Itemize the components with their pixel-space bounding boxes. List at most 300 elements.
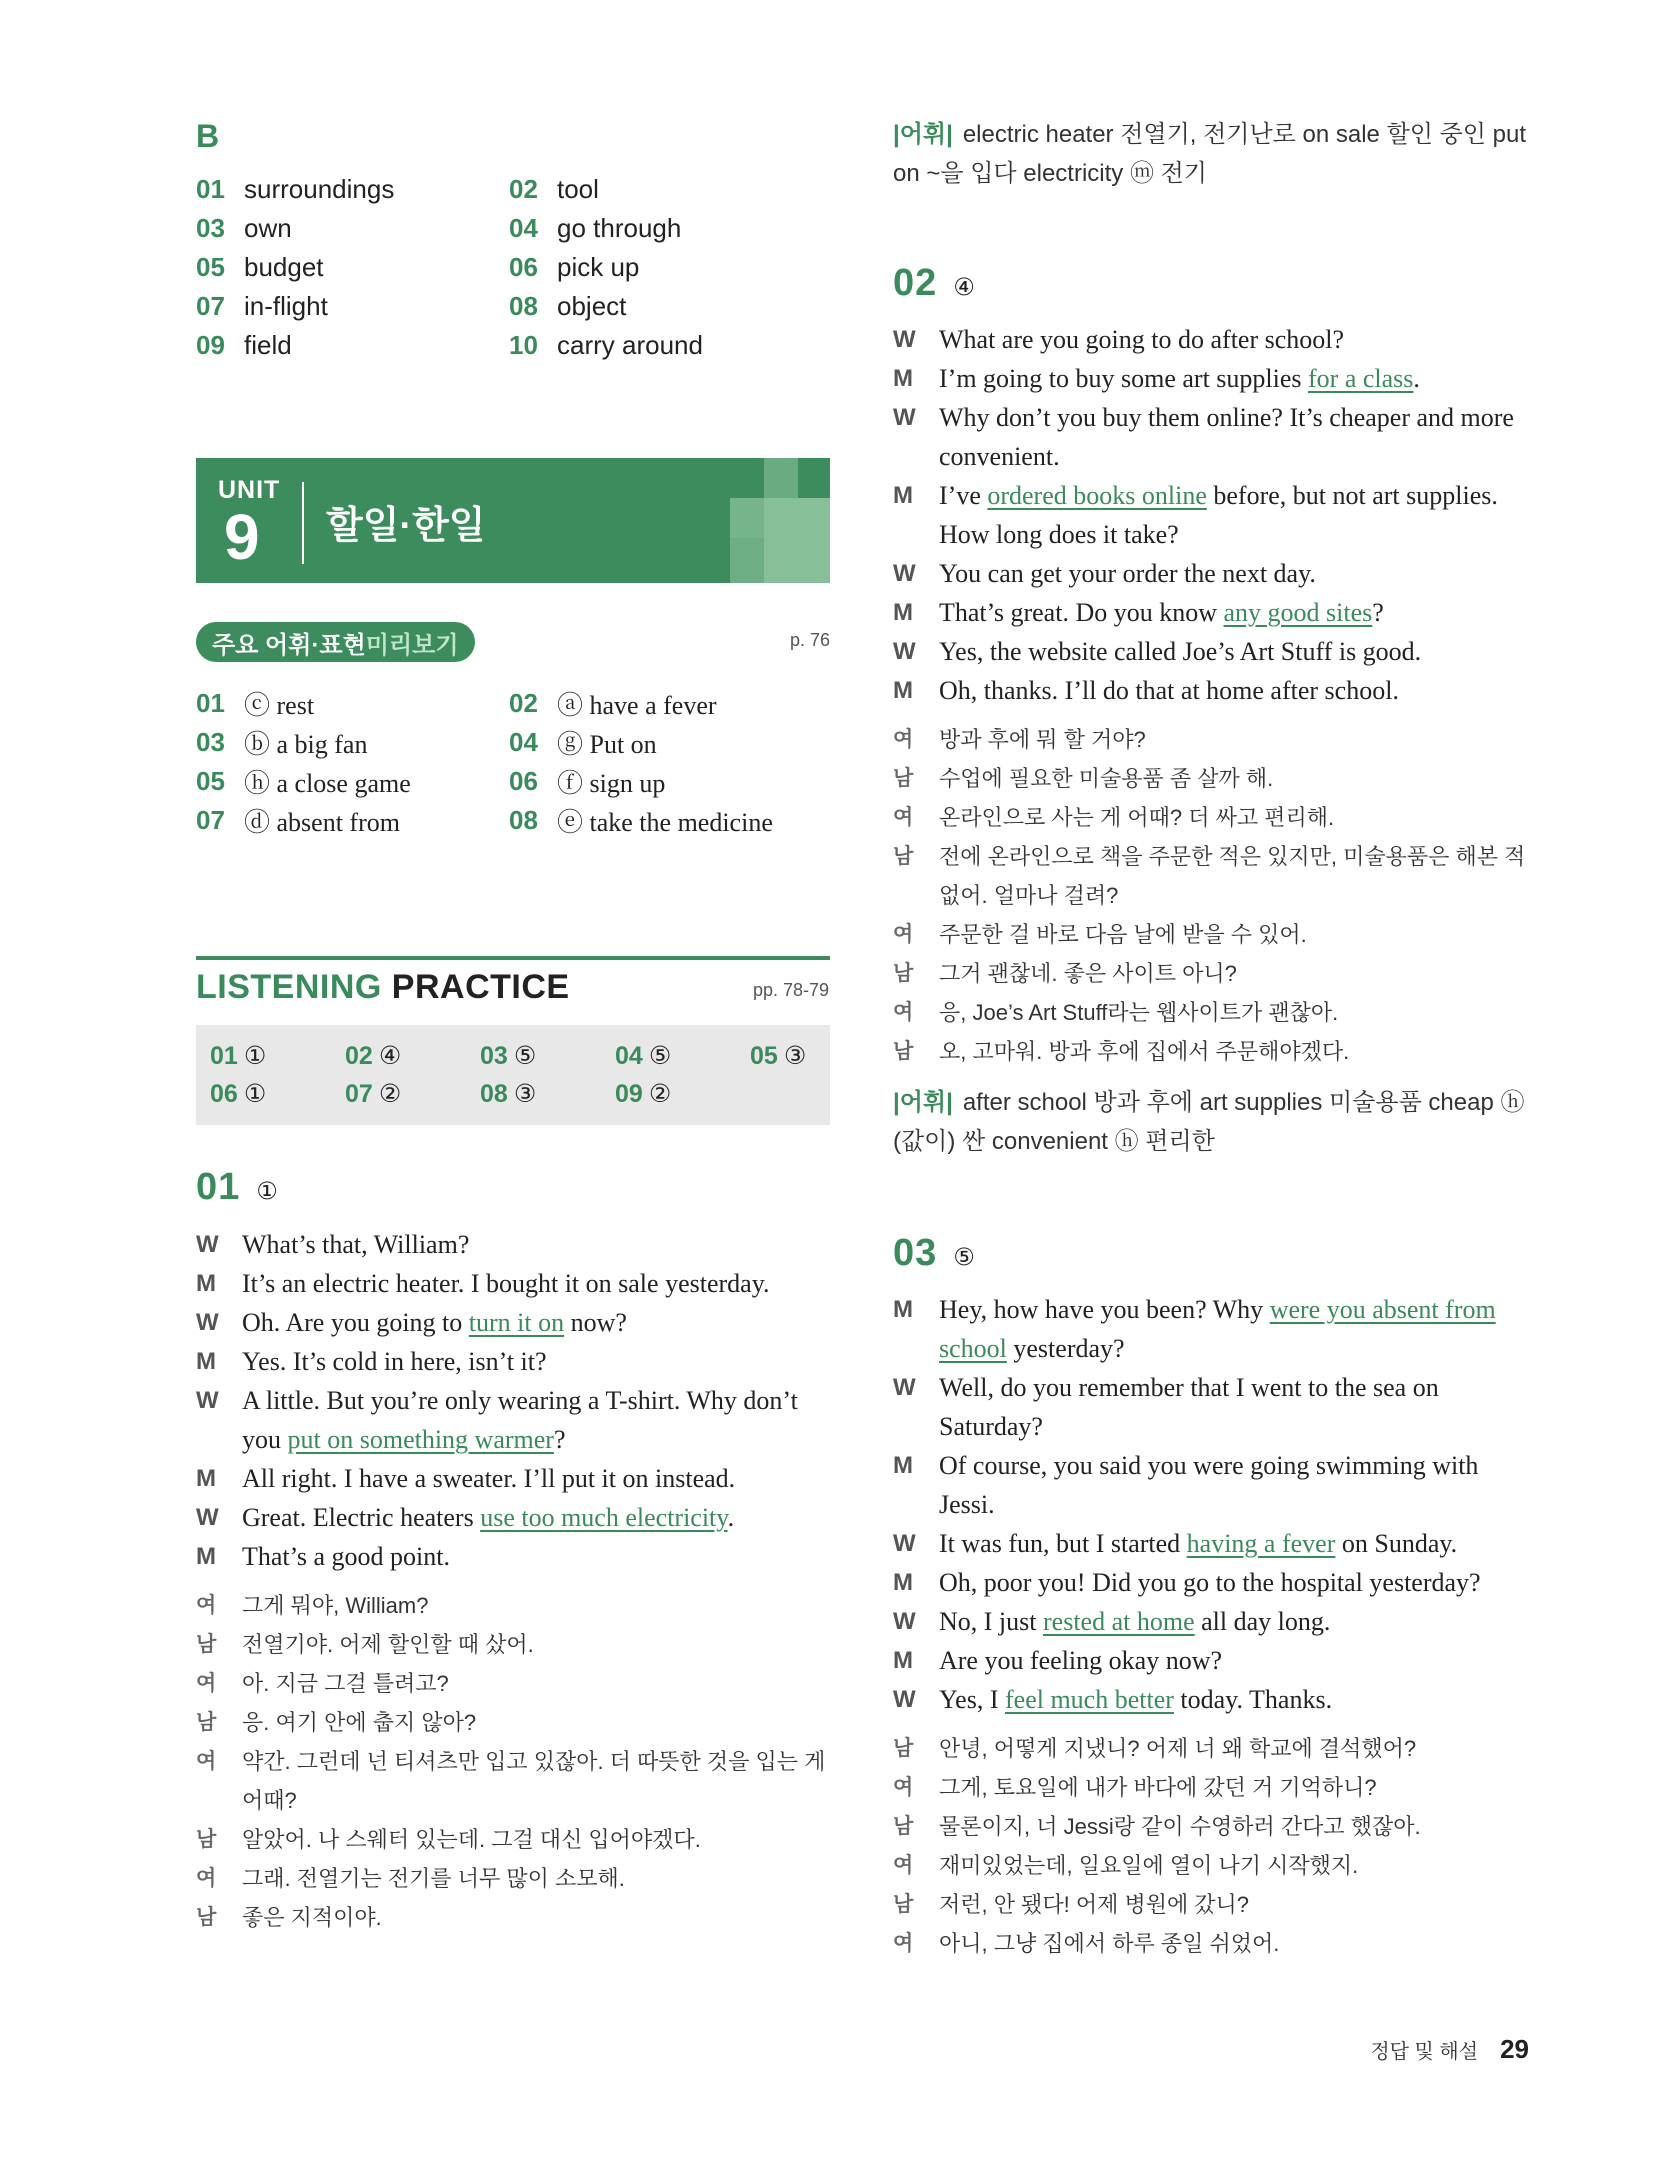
answer-cell [480, 1075, 615, 1113]
dialogue-line [893, 476, 1529, 554]
answer-cell [615, 1037, 750, 1075]
translation-text: 전에 온라인으로 책을 주문한 적은 있지만, 미술용품은 해본 적 없어. 얼마나 걸려? [939, 844, 1526, 908]
speaker-label: W [893, 560, 916, 587]
item-number: 05 [196, 766, 225, 796]
speaker-label: W [196, 1387, 219, 1414]
text-run: on Sunday. [1335, 1529, 1458, 1558]
translation-text: 그래. 전열기는 전기를 너무 많이 소모해. [242, 1866, 625, 1891]
dialogue-line [893, 398, 1529, 476]
speaker-label: M [893, 677, 913, 704]
text-run: No, I just [939, 1607, 1043, 1636]
speaker-label: M [893, 365, 913, 392]
answer-choice: ① [243, 1080, 267, 1108]
speaker-label: 남 [893, 962, 914, 985]
key-phrase: for a class [1308, 364, 1414, 393]
banner-decoration [730, 538, 764, 583]
title-dark: PRACTICE [381, 968, 570, 1006]
dialogue-line [196, 1342, 832, 1381]
banner-decoration [764, 458, 798, 498]
speaker-label: W [893, 1686, 916, 1713]
translation-line [196, 1664, 832, 1703]
item-number: 01 [196, 688, 225, 718]
speaker-label: 남 [893, 1737, 914, 1760]
speaker-label: W [196, 1504, 219, 1531]
word-item [196, 170, 509, 209]
item-number: 07 [196, 805, 225, 835]
answer-choice: ④ [378, 1042, 402, 1070]
text-run: now? [564, 1308, 627, 1337]
text-run: It’s an electric heater. I bought it on sale yesterday. [242, 1269, 770, 1298]
word-item [509, 248, 822, 287]
preview-page-ref: p. 76 [790, 630, 831, 650]
key-phrase: rested at home [1043, 1607, 1195, 1636]
spacer [893, 710, 1529, 720]
word-item [196, 723, 509, 762]
dialogue-line [893, 1290, 1529, 1368]
dialogue-text [939, 1641, 1529, 1680]
translation-text: 약간. 그런데 넌 티셔츠만 입고 있잖아. 더 따뜻한 것을 입는 게 어때? [242, 1749, 826, 1813]
dialogue-text [939, 671, 1529, 710]
key-phrase: ordered books online [987, 481, 1207, 510]
banner-decoration [730, 498, 764, 538]
speaker-label: M [196, 1270, 216, 1297]
dialogue-line [893, 1446, 1529, 1524]
item-number: 06 [509, 766, 538, 796]
translation-line [893, 1846, 1529, 1885]
dialogue-text [939, 632, 1529, 671]
dialogue-text [939, 476, 1529, 554]
text-run: all day long. [1194, 1607, 1331, 1636]
dialogue-line [893, 1563, 1529, 1602]
answer-key-grid [210, 1037, 860, 1113]
dialogue-text [939, 359, 1529, 398]
listening-page-ref: pp. 78-79 [753, 980, 830, 1000]
speaker-label: 남 [196, 1906, 217, 1929]
speaker-label: W [893, 1608, 916, 1635]
item-text: pick up [557, 252, 640, 282]
preview-pill [196, 622, 475, 662]
translation-text: 전열기야. 어제 할인할 때 샀어. [242, 1632, 534, 1657]
dialogue-text [939, 1368, 1529, 1446]
dialogue-line [893, 1602, 1529, 1641]
answer-choice: ① [243, 1042, 267, 1070]
dialogue-text [939, 593, 1529, 632]
item-number: 06 [509, 252, 538, 282]
item-number: 04 [509, 727, 538, 757]
item-text: surroundings [244, 174, 395, 204]
dialogue-line [196, 1225, 832, 1264]
listening-title [196, 968, 570, 1007]
text-run: You can get your order the next day. [939, 559, 1316, 588]
word-item [196, 762, 509, 801]
text-run: What’s that, William? [242, 1230, 470, 1259]
answer-choice: ⑤ [648, 1042, 672, 1070]
item-text: tool [557, 174, 599, 204]
dialogue-text [242, 1342, 832, 1381]
speaker-label: 남 [196, 1711, 217, 1734]
answer-cell [210, 1037, 345, 1075]
translation-line [893, 1729, 1529, 1768]
page-footer [1370, 2034, 1529, 2065]
speaker-label: 남 [893, 845, 914, 868]
word-item [509, 684, 822, 723]
text-run: before, but not art supplies. How long does it take? [939, 481, 1498, 549]
dialogue-text [939, 1446, 1529, 1524]
answer-cell [345, 1075, 480, 1113]
section-b-word-list [196, 170, 822, 365]
speaker-label: W [893, 404, 916, 431]
item-number: 03 [196, 727, 225, 757]
speaker-label: 여 [196, 1594, 217, 1617]
speaker-label: 여 [893, 1932, 914, 1955]
speaker-label: W [893, 326, 916, 353]
speaker-label: 여 [893, 1854, 914, 1877]
item-number: 05 [196, 252, 225, 282]
text-run: ? [1372, 598, 1384, 627]
answer-number: 02 [345, 1041, 373, 1070]
answer-cell [615, 1075, 750, 1113]
speaker-label: 남 [196, 1633, 217, 1656]
text-run: Why don’t you buy them online? It’s cheaper and more convenient. [939, 403, 1514, 471]
answer-number: 01 [210, 1041, 238, 1070]
text-run: It was fun, but I started [939, 1529, 1187, 1558]
dialogue-text [242, 1264, 832, 1303]
answer-number: 09 [615, 1079, 643, 1108]
dialogue-text [242, 1537, 832, 1576]
answer-cell [345, 1037, 480, 1075]
answer-choice: ③ [513, 1080, 537, 1108]
speaker-label: W [893, 638, 916, 665]
translation-line [893, 837, 1529, 915]
word-item [509, 762, 822, 801]
spacer [196, 1576, 832, 1586]
question-01-header [196, 1166, 278, 1209]
key-phrase: turn it on [468, 1308, 565, 1337]
word-item [509, 209, 822, 248]
text-run: That’s great. Do you know [939, 598, 1224, 627]
speaker-label: 여 [196, 1672, 217, 1695]
speaker-label: 여 [893, 923, 914, 946]
word-item [196, 209, 509, 248]
item-number: 02 [509, 688, 538, 718]
answer-number: 06 [210, 1079, 238, 1108]
item-text: object [557, 291, 627, 321]
question-number: 02 [893, 262, 938, 304]
dialogue-line [196, 1498, 832, 1537]
dialogue-text [939, 554, 1529, 593]
vocab-text: after school 방과 후에 art supplies 미술용품 cheap ⓗ (값이) 싼 convenient ⓗ 편리한 [893, 1089, 1525, 1155]
dialogue-text [242, 1381, 832, 1459]
translation-line [893, 720, 1529, 759]
key-phrase: having a fever [1186, 1529, 1336, 1558]
translation-line [893, 1924, 1529, 1963]
dialogue-line [893, 359, 1529, 398]
translation-text: 그게 뭐야, William? [242, 1593, 429, 1618]
word-item [509, 326, 822, 365]
translation-text: 응. 여기 안에 춥지 않아? [242, 1710, 477, 1735]
speaker-label: 남 [893, 1815, 914, 1838]
text-run: Are you feeling okay now? [939, 1646, 1223, 1675]
item-number: 03 [196, 213, 225, 243]
translation-text: 알았어. 나 스웨터 있는데. 그걸 대신 입어야겠다. [242, 1827, 701, 1852]
speaker-label: M [196, 1543, 216, 1570]
speaker-label: M [893, 1647, 913, 1674]
item-number: 01 [196, 174, 225, 204]
word-item [196, 326, 509, 365]
text-run: yesterday? [1006, 1334, 1125, 1363]
listening-rule [196, 956, 830, 960]
text-run: . [1413, 364, 1420, 393]
word-item [509, 287, 822, 326]
item-text: ⓕ sign up [557, 769, 666, 798]
dialogue-line [893, 671, 1529, 710]
answer-cell [210, 1075, 345, 1113]
question-02-dialogue [893, 320, 1529, 1071]
speaker-label: W [893, 1374, 916, 1401]
speaker-label: W [893, 1530, 916, 1557]
speaker-label: 여 [893, 1001, 914, 1024]
item-text: ⓔ take the medicine [557, 808, 773, 837]
item-text: field [244, 330, 292, 360]
word-item [196, 801, 509, 840]
question-01-dialogue [196, 1225, 832, 1937]
dialogue-line [893, 320, 1529, 359]
dialogue-line [893, 554, 1529, 593]
translation-text: 그거 괜찮네. 좋은 사이트 아니? [939, 961, 1237, 986]
text-run: That’s a good point. [242, 1542, 450, 1571]
answer-choice: ③ [783, 1042, 807, 1070]
text-run: Yes, I [939, 1685, 1005, 1714]
question-02-header [893, 262, 975, 305]
translation-text: 저런, 안 됐다! 어제 병원에 갔니? [939, 1892, 1250, 1917]
text-run: Yes, the website called Joe’s Art Stuff is good. [939, 637, 1422, 666]
question-answer: ① [256, 1178, 278, 1205]
item-text: ⓑ a big fan [244, 730, 368, 759]
answer-number: 03 [480, 1041, 508, 1070]
translation-text: 물론이지, 너 Jessi랑 같이 수영하러 간다고 했잖아. [939, 1814, 1421, 1839]
item-number: 02 [509, 174, 538, 204]
speaker-label: M [893, 599, 913, 626]
translation-text: 방과 후에 뭐 할 거야? [939, 727, 1146, 752]
answer-cell [750, 1037, 860, 1075]
dialogue-line [196, 1303, 832, 1342]
translation-line [196, 1898, 832, 1937]
answer-key-box [196, 1025, 830, 1125]
dialogue-text [242, 1459, 832, 1498]
speaker-label: M [893, 1569, 913, 1596]
text-run: Oh. Are you going to [242, 1308, 469, 1337]
answer-number: 04 [615, 1041, 643, 1070]
speaker-label: M [196, 1348, 216, 1375]
answer-choice: ② [648, 1080, 672, 1108]
section-b-letter: B [196, 118, 220, 154]
text-run: ? [553, 1425, 566, 1454]
translation-line [893, 1768, 1529, 1807]
question-answer: ④ [953, 274, 975, 301]
item-text: ⓓ absent from [244, 808, 400, 837]
unit-divider [302, 482, 304, 564]
speaker-label: W [196, 1231, 219, 1258]
unit-label: UNIT [218, 476, 281, 504]
translation-text: 아. 지금 그걸 틀려고? [242, 1671, 449, 1696]
question-number: 01 [196, 1166, 241, 1208]
key-phrase: put on something warmer [287, 1425, 554, 1454]
speaker-label: 여 [893, 728, 914, 751]
item-number: 09 [196, 330, 225, 360]
speaker-label: M [893, 1452, 913, 1479]
translation-text: 아니, 그냥 집에서 하루 종일 쉬었어. [939, 1931, 1280, 1956]
translation-line [196, 1859, 832, 1898]
translation-text: 재미있었는데, 일요일에 열이 나기 시작했지. [939, 1853, 1359, 1878]
translation-text: 수업에 필요한 미술용품 좀 살까 해. [939, 766, 1274, 791]
item-text: carry around [557, 330, 703, 360]
title-green: LISTENING [196, 968, 382, 1006]
key-phrase: any good sites [1223, 598, 1373, 627]
text-run: Great. Electric heaters [242, 1503, 481, 1532]
translation-line [893, 759, 1529, 798]
preview-word-list [196, 684, 822, 840]
vocab-text: electric heater 전열기, 전기난로 on sale 할인 중인 put on ~을 입다 electricity ⓜ 전기 [893, 121, 1527, 187]
dialogue-line [893, 1680, 1529, 1719]
translation-line [893, 993, 1529, 1032]
dialogue-line [196, 1537, 832, 1576]
translation-line [893, 1032, 1529, 1071]
item-text: budget [244, 252, 324, 282]
dialogue-line [893, 1641, 1529, 1680]
unit-number: 9 [224, 501, 260, 573]
answer-number: 05 [750, 1041, 778, 1070]
translation-text: 오, 고마워. 방과 후에 집에서 주문해야겠다. [939, 1039, 1350, 1064]
answer-number: 07 [345, 1079, 373, 1108]
unit-title: 할일·한일 [326, 505, 486, 547]
dialogue-text [939, 1290, 1529, 1368]
dialogue-line [196, 1381, 832, 1459]
translation-text: 그게, 토요일에 내가 바다에 갔던 거 기억하니? [939, 1775, 1377, 1800]
translation-line [196, 1586, 832, 1625]
speaker-label: 남 [893, 1893, 914, 1916]
item-text: ⓒ rest [244, 691, 315, 720]
speaker-label: 여 [196, 1867, 217, 1890]
item-number: 04 [509, 213, 538, 243]
item-number: 07 [196, 291, 225, 321]
speaker-label: M [893, 1296, 913, 1323]
text-run: today. Thanks. [1173, 1685, 1333, 1714]
answer-choice: ② [378, 1080, 402, 1108]
pill-text-highlight: 미리보기 [365, 631, 459, 659]
translation-text: 안녕, 어떻게 지냈니? 어제 너 왜 학교에 결석했어? [939, 1736, 1417, 1761]
page-number: 29 [1500, 2034, 1529, 2064]
dialogue-line [893, 1524, 1529, 1563]
speaker-label: M [196, 1465, 216, 1492]
speaker-label: M [893, 482, 913, 509]
text-run: Of course, you said you were going swimming with Jessi. [939, 1451, 1479, 1519]
dialogue-line [196, 1459, 832, 1498]
key-phrase: were you absent from school [939, 1295, 1496, 1363]
answer-choice: ⑤ [513, 1042, 537, 1070]
speaker-label: 여 [893, 1776, 914, 1799]
item-number: 08 [509, 805, 538, 835]
question-03-dialogue [893, 1290, 1529, 1963]
text-run: Yes. It’s cold in here, isn’t it? [242, 1347, 547, 1376]
answer-cell [480, 1037, 615, 1075]
dialogue-line [196, 1264, 832, 1303]
text-run: What are you going to do after school? [939, 325, 1345, 354]
translation-line [196, 1625, 832, 1664]
text-run: I’m going to buy some art supplies [939, 364, 1309, 393]
item-text: ⓗ a close game [244, 769, 411, 798]
word-item [196, 684, 509, 723]
vocab-tag: |어휘| [893, 121, 953, 148]
question-number: 03 [893, 1232, 938, 1274]
vocab-tag: |어휘| [893, 1089, 953, 1116]
dialogue-text [242, 1498, 832, 1537]
key-phrase: feel much better [1005, 1685, 1174, 1714]
text-run: Oh, thanks. I’ll do that at home after school. [939, 676, 1399, 705]
translation-line [893, 798, 1529, 837]
text-run: Oh, poor you! Did you go to the hospital yesterday? [939, 1568, 1481, 1597]
speaker-label: 여 [196, 1750, 217, 1773]
dialogue-line [893, 632, 1529, 671]
banner-decoration [764, 498, 830, 583]
text-run: . [727, 1503, 735, 1532]
word-item [196, 287, 509, 326]
translation-line [196, 1820, 832, 1859]
speaker-label: 남 [893, 767, 914, 790]
word-item [509, 801, 822, 840]
footer-text: 정답 및 해설 [1370, 2041, 1479, 2063]
dialogue-line [893, 593, 1529, 632]
translation-text: 좋은 지적이야. [242, 1905, 382, 1930]
question-03-header [893, 1232, 975, 1275]
vocab-02 [893, 1083, 1529, 1161]
translation-line [893, 1807, 1529, 1846]
translation-line [893, 915, 1529, 954]
dialogue-text [939, 1602, 1529, 1641]
translation-line [893, 954, 1529, 993]
vocab-01 [893, 115, 1529, 193]
item-text: ⓖ Put on [557, 730, 657, 759]
text-run: I’ve [939, 481, 988, 510]
speaker-label: 남 [196, 1828, 217, 1851]
translation-text: 응, Joe’s Art Stuff라는 웹사이트가 괜찮아. [939, 1000, 1339, 1025]
translation-line [196, 1703, 832, 1742]
dialogue-text [939, 320, 1529, 359]
translation-text: 온라인으로 사는 게 어때? 더 싸고 편리해. [939, 805, 1335, 830]
dialogue-text [939, 1524, 1529, 1563]
question-answer: ⑤ [953, 1244, 975, 1271]
item-number: 10 [509, 330, 538, 360]
dialogue-text [939, 398, 1529, 476]
speaker-label: W [196, 1309, 219, 1336]
item-text: own [244, 213, 292, 243]
dialogue-text [939, 1563, 1529, 1602]
item-text: go through [557, 213, 682, 243]
translation-text: 주문한 걸 바로 다음 날에 받을 수 있어. [939, 922, 1307, 947]
pill-text: 주요 어휘·표현 [212, 631, 366, 659]
word-item [509, 170, 822, 209]
text-run: Well, do you remember that I went to the sea on Saturday? [939, 1373, 1439, 1441]
dialogue-text [939, 1680, 1529, 1719]
dialogue-line [893, 1368, 1529, 1446]
text-run: A little. But you’re only wearing a T-shirt. Why don’t you [242, 1386, 798, 1454]
word-item [509, 723, 822, 762]
translation-line [196, 1742, 832, 1820]
speaker-label: 남 [893, 1040, 914, 1063]
translation-line [893, 1885, 1529, 1924]
word-item [196, 248, 509, 287]
item-text: ⓐ have a fever [557, 691, 717, 720]
text-run: All right. I have a sweater. I’ll put it on instead. [242, 1464, 736, 1493]
